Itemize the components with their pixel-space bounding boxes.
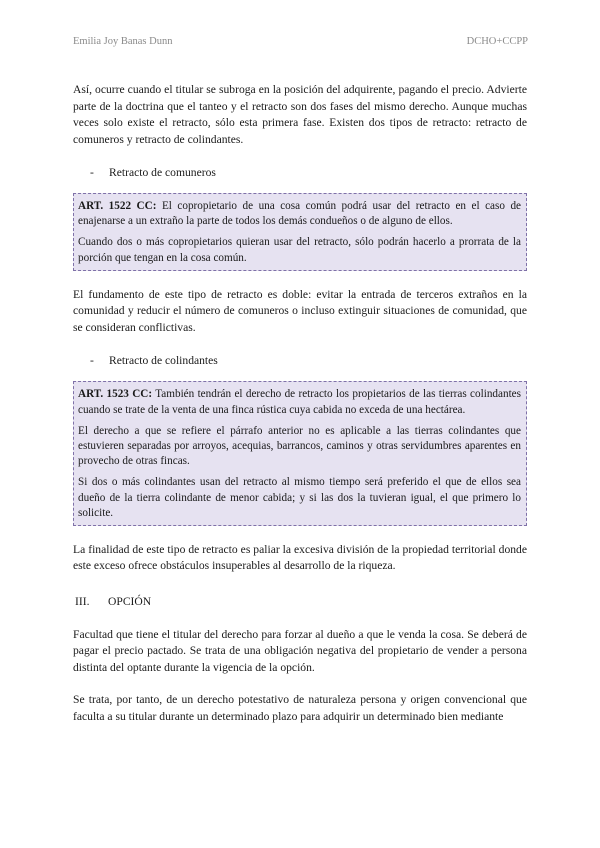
article-1523-paragraph-2: El derecho a que se refiere el párrafo anterior no es aplicable a las tierras colindantes que estuvieren separadas por arroyos, acequias, barrancos, caminos y otras servidumbres aparentes en provecho de otras fincas.: [78, 424, 521, 468]
article-1523-text: También tendrán el derecho de retracto los propietarios de las tierras colindantes cuando se trate de la venta de una finca rústica cuya cabida no exceda de una hectárea.: [78, 388, 522, 416]
article-1522-box: [73, 193, 527, 271]
article-1523-paragraph-3: Si dos o más colindantes usan del retracto al mismo tiempo será preferido el que de ellos sea dueño de la tierra colindante de menor cabida; y si las dos la tuvieran igual, el que primero lo solicite.: [78, 476, 521, 519]
article-1522-ref: ART. 1522 CC:: [78, 200, 157, 212]
list-item-retracto-colindantes: [73, 353, 527, 369]
section-heading-opcion: [73, 594, 527, 610]
dash-marker: -: [90, 354, 94, 368]
dash-marker: -: [90, 166, 94, 179]
section-title: OPCIÓN: [108, 594, 152, 608]
list-item-retracto-comuneros: [73, 165, 527, 181]
article-1522-paragraph-2: Cuando dos o más copropietarios quieran usar del retracto, sólo podrán hacerlo a prorrata de la porción que tengan en la cosa común.: [78, 236, 521, 264]
article-1523-paragraph-1: [78, 387, 521, 417]
section-number: III.: [75, 594, 90, 608]
paragraph-opcion-naturaleza: Se trata, por tanto, de un derecho potestativo de naturaleza persona y origen convencional que faculta a su titular durante un determinado plazo para adquirir un determinado bien mediante: [73, 693, 527, 723]
list-item-label: Retracto de colindantes: [109, 354, 218, 368]
header-author: Emilia Joy Banas Dunn: [73, 36, 173, 47]
paragraph-fundamento: El fundamento de este tipo de retracto es doble: evitar la entrada de terceros extraños en la comunidad y reducir el número de comuneros o incluso extinguir situaciones de comunidad, que se consideran conflictivas.: [73, 287, 527, 334]
paragraph-finalidad: La finalidad de este tipo de retracto es paliar la excesiva división de la propiedad territorial donde este exceso ofrece obstáculos insuperables al desarrollo de la riqueza.: [73, 542, 527, 573]
article-1522-paragraph-1: [78, 199, 521, 229]
document-body: [73, 82, 527, 725]
header-course: DCHO+CCPP: [466, 36, 528, 47]
paragraph-retracto-intro: Así, ocurre cuando el titular se subroga en la posición del adquirente, pagando el precio. Advierte parte de la doctrina que el tanteo y el retracto son dos fases del mismo derecho. Aunque muchas veces solo existe el retracto, sólo esta primera fase. Existen dos tipos de retracto: retracto de comuneros y retracto de colindantes.: [73, 83, 527, 146]
paragraph-opcion-definicion: Facultad que tiene el titular del derecho para forzar al dueño a que le venda la cosa. Se deberá de pagar el precio pactado. Se trata de una obligación negativa del propietario de vender a persona distinta del optante durante la vigencia de la opción.: [73, 627, 527, 674]
article-1523-ref: ART. 1523 CC:: [78, 388, 153, 401]
article-1523-box: [73, 381, 527, 526]
list-item-label: Retracto de comuneros: [109, 166, 216, 179]
page-header: [73, 36, 528, 50]
article-1522-text: El copropietario de una cosa común podrá usar del retracto en el caso de enajenarse a un extraño la parte de todos los demás condueños o de alguno de ellos.: [78, 200, 522, 228]
